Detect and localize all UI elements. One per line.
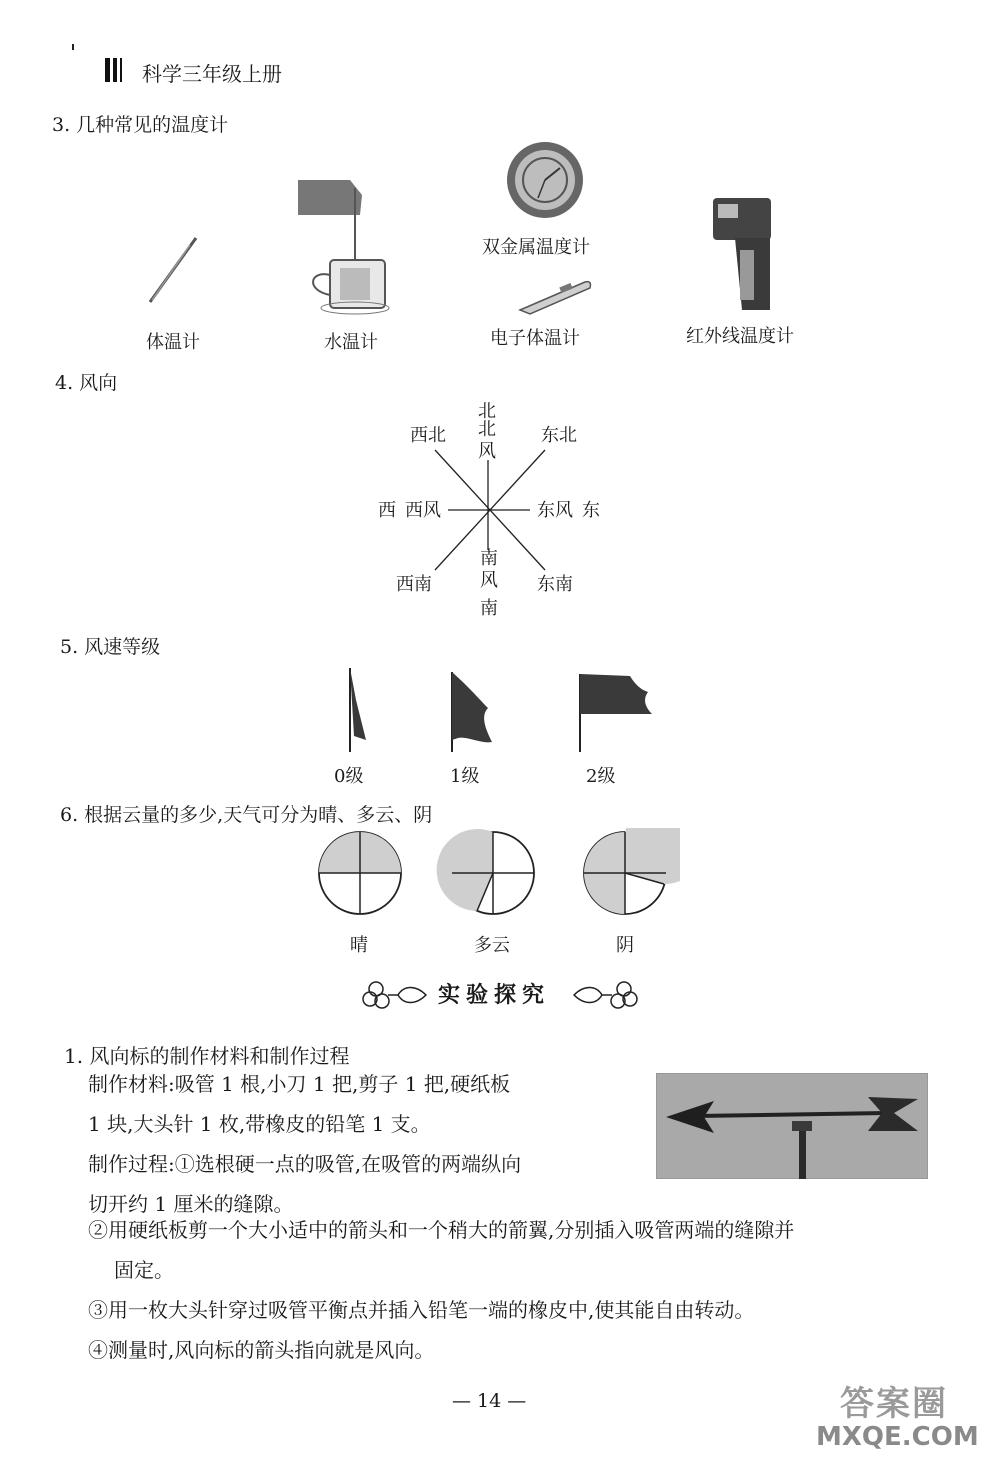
flag-level-1-icon [452,672,492,752]
section5-heading: 5. 风速等级 [60,636,161,658]
section3-heading: 3. 几种常见的温度计 [52,114,229,136]
caption-electronic-thermometer: 电子体温计 [490,328,580,349]
cloud-sunny-icon [319,832,401,914]
watermark-site: MXQE.COM [816,1422,979,1452]
step2-line-1: ②用硬纸板剪一个大小适中的箭头和一个稍大的箭翼,分别插入吸管两端的缝隙并 [88,1218,795,1242]
watermark-logo: 答案圈 [840,1384,948,1424]
label-southeast: 东南 [537,574,573,595]
section6-heading: 6. 根据云量的多少,天气可分为晴、多云、阴 [60,804,433,826]
caption-infrared-thermometer: 红外线温度计 [686,326,794,347]
caption-body-thermometer: 体温计 [146,332,200,353]
step4: ④测量时,风向标的箭头指向就是风向。 [88,1338,435,1362]
label-north-wind: 北风 [478,419,496,462]
flag-level-0-icon [350,668,366,752]
header-bars-icon [105,58,125,82]
materials-line-2: 1 块,大头针 1 枚,带橡皮的铅笔 1 支。 [88,1112,431,1136]
label-northwest: 西北 [410,425,446,446]
label-level-1: 1级 [450,766,480,787]
experiment-item1-heading: 1. 风向标的制作材料和制作过程 [64,1044,350,1068]
label-south-wind: 南风 [480,548,498,591]
page-header [50,50,370,86]
water-thermometer-icon [298,180,389,314]
cloud-cloudy-icon [437,829,534,914]
infrared-thermometer-icon [713,198,771,310]
process-line-1: 制作过程:①选根硬一点的吸管,在吸管的两端纵向 [88,1152,522,1176]
label-sunny: 晴 [350,935,368,956]
caption-water-thermometer: 水温计 [324,332,378,353]
label-overcast: 阴 [616,935,634,956]
bimetal-thermometer-icon [507,142,583,218]
ornament-left-icon [358,975,430,1015]
label-south: 南 [480,598,498,619]
label-west: 西 [378,500,396,521]
page-number: — 14 — [452,1390,527,1412]
process-line-2: 切开约 1 厘米的缝隙。 [88,1192,294,1216]
step2-line-2: 固定。 [114,1258,174,1282]
step3: ③用一枚大头针穿过吸管平衡点并插入铅笔一端的橡皮中,使其能自由转动。 [88,1298,755,1322]
label-east-wind: 东风 [537,500,573,521]
label-level-2: 2级 [586,766,616,787]
label-cloudy: 多云 [474,935,510,956]
label-east: 东 [582,500,600,521]
ornament-right-icon [570,975,642,1015]
label-north: 北 [478,401,496,422]
header-mark [50,50,58,86]
body-thermometer-icon [150,238,196,302]
wind-vane-photo [656,1073,928,1179]
electronic-thermometer-icon [520,282,590,314]
wind-speed-flags [330,660,670,760]
section4-heading: 4. 风向 [55,372,118,394]
cloud-cover-diagram [310,828,680,923]
label-west-wind: 西风 [405,500,441,521]
label-northeast: 东北 [541,425,577,446]
book-title: 科学三年级上册 [142,62,282,86]
label-level-0: 0级 [334,766,364,787]
flag-level-2-icon [580,674,652,752]
experiment-title: 实验探究 [438,982,551,1008]
caption-bimetal: 双金属温度计 [482,237,590,258]
label-southwest: 西南 [396,574,432,595]
cloud-overcast-icon [584,828,680,914]
materials-line-1: 制作材料:吸管 1 根,小刀 1 把,剪子 1 把,硬纸板 [88,1072,511,1096]
